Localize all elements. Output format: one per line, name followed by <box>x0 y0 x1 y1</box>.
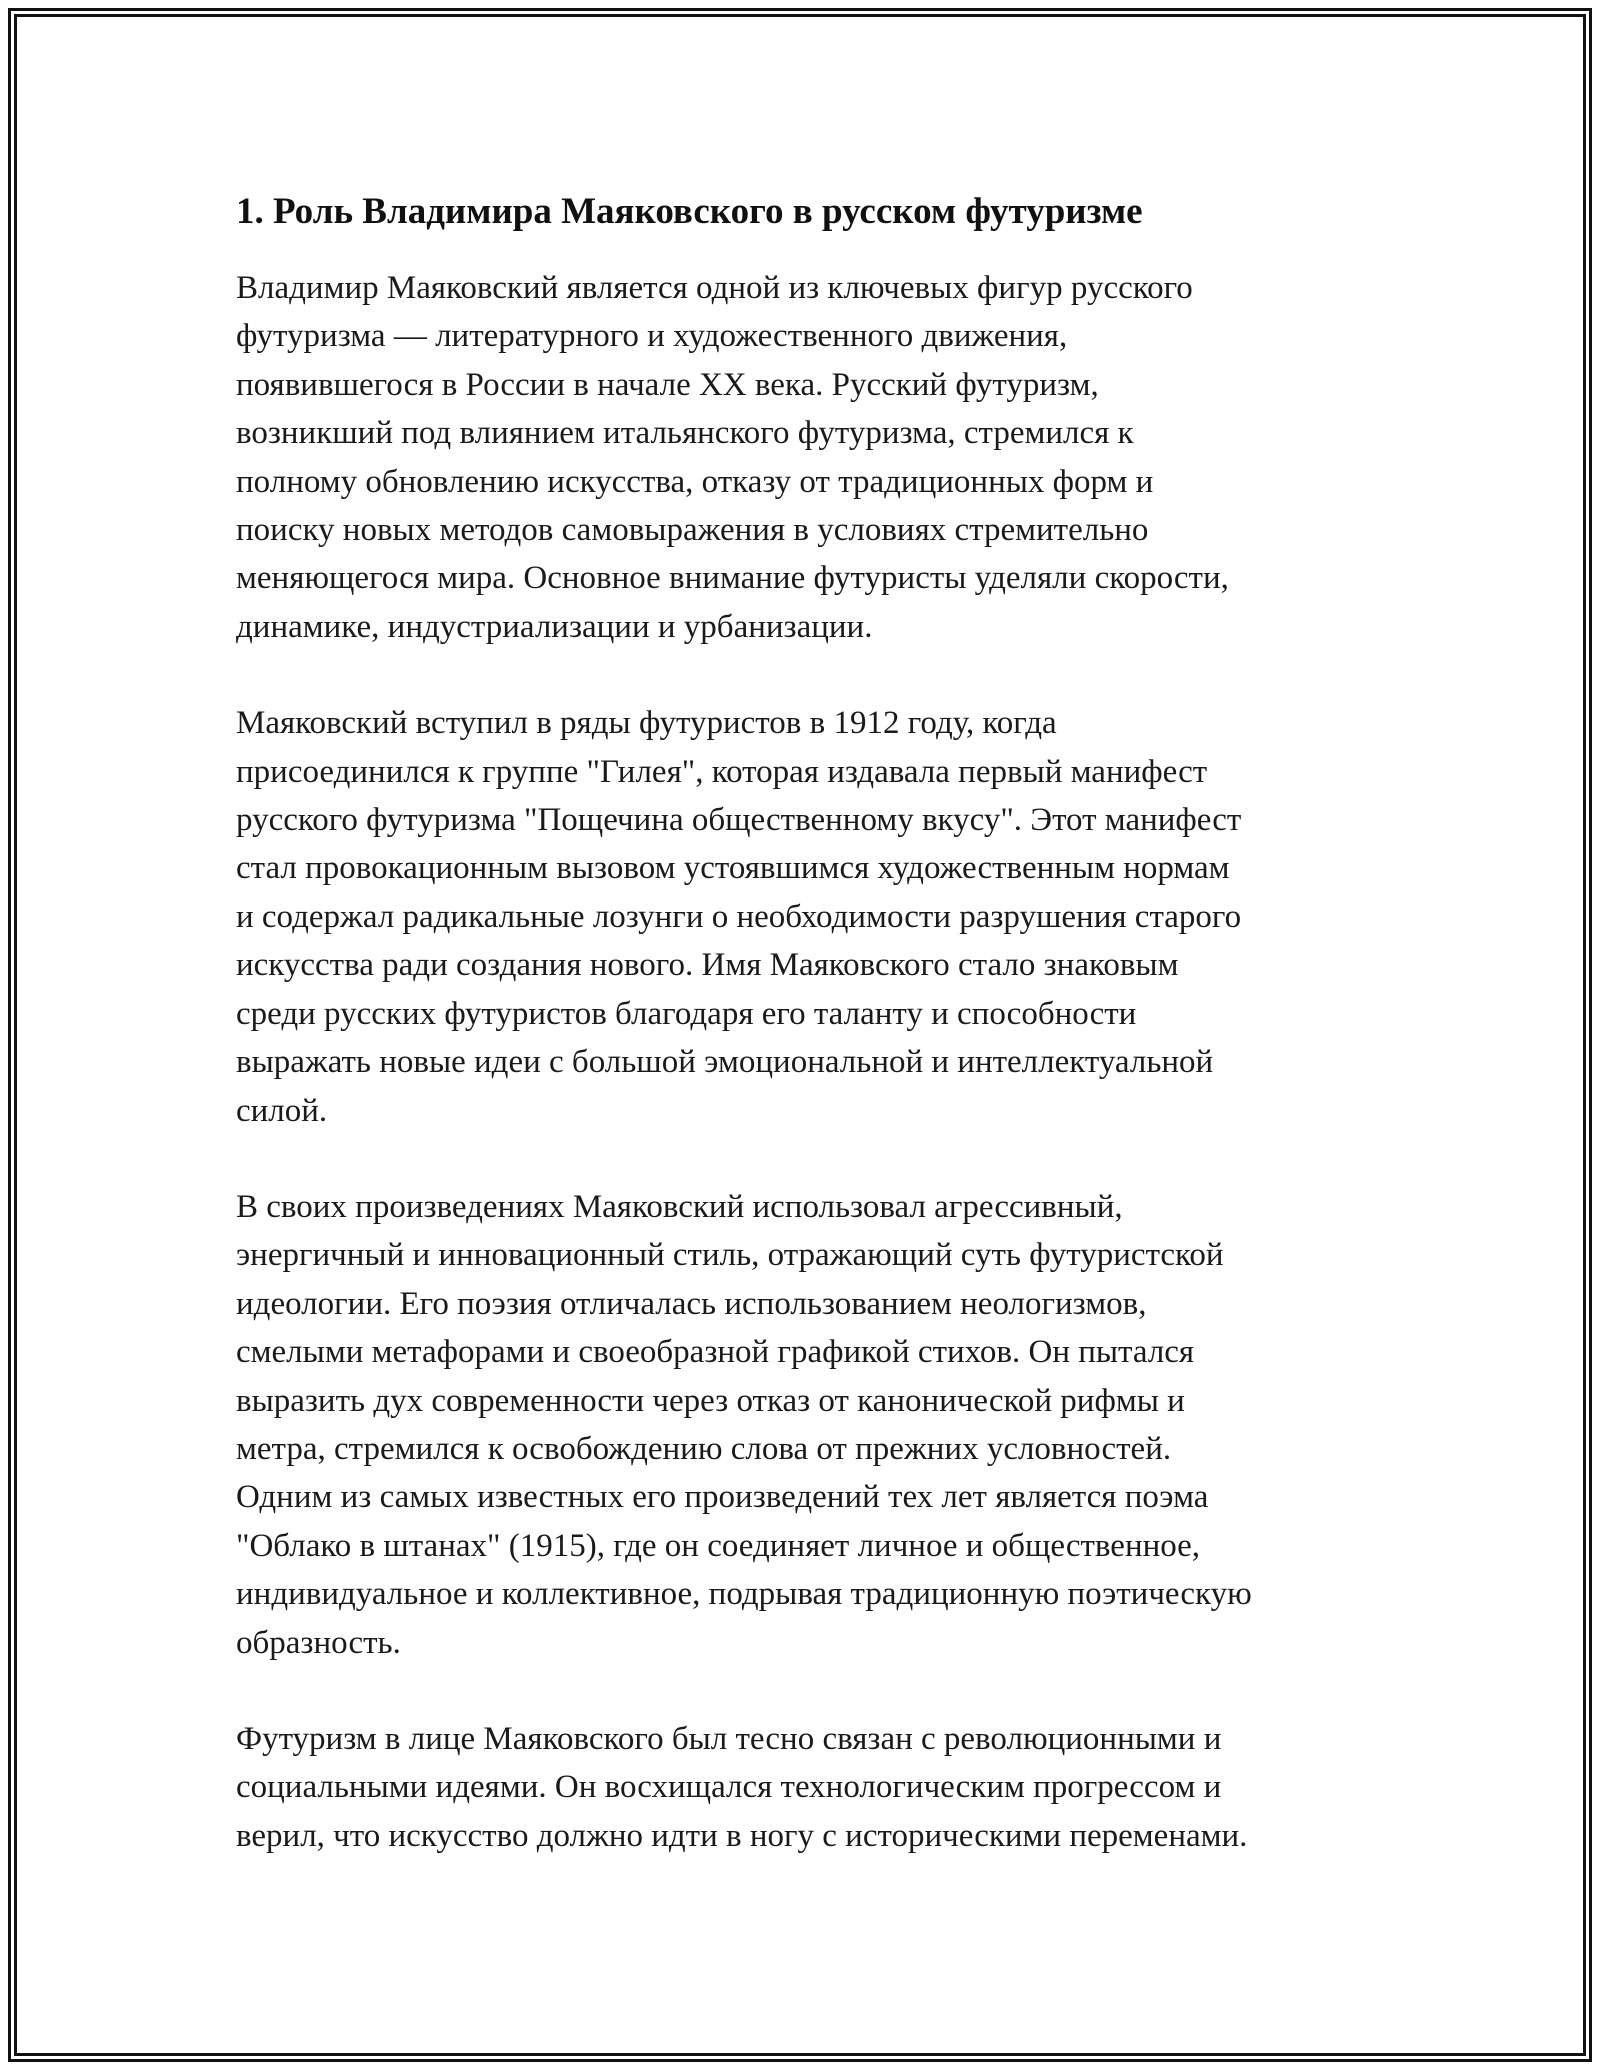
text-line: Маяковский вступил в ряды футуристов в 1912 году, когда <box>236 705 1057 742</box>
paragraph-3 <box>236 1183 1376 1667</box>
text-line: среди русских футуристов благодаря его таланту и способности <box>236 995 1137 1032</box>
text-line: силой. <box>236 1092 328 1129</box>
section-heading: 1. Роль Владимира Маяковского в русском футуризме <box>236 191 1143 232</box>
text-line: возникший под влиянием итальянского футуризма, стремился к <box>236 415 1134 452</box>
text-line: образность. <box>236 1624 401 1661</box>
text-line: динамике, индустриализации и урбанизации. <box>236 608 873 645</box>
text-line: Футуризм в лице Маяковского был тесно связан с революционными и <box>236 1720 1222 1757</box>
text-line: идеологии. Его поэзия отличалась использованием неологизмов, <box>236 1285 1147 1322</box>
text-line: появившегося в России в начале XX века. Русский футуризм, <box>236 366 1099 403</box>
text-line: социальными идеями. Он восхищался технологическим прогрессом и <box>236 1769 1222 1806</box>
text-line: выражать новые идеи с большой эмоциональной и интеллектуальной <box>236 1044 1214 1081</box>
paragraph-4 <box>236 1715 1376 1860</box>
text-line: метра, стремился к освобождению слова от прежних условностей. <box>236 1430 1172 1467</box>
text-line: выразить дух современности через отказ от канонической рифмы и <box>236 1382 1185 1419</box>
text-line: меняющегося мира. Основное внимание футуристы уделяли скорости, <box>236 560 1229 597</box>
text-line: искусства ради создания нового. Имя Маяковского стало знаковым <box>236 947 1179 984</box>
text-line: верил, что искусство должно идти в ногу с историческими переменами. <box>236 1817 1248 1854</box>
text-line: Одним из самых известных его произведений тех лет является поэма <box>236 1479 1209 1516</box>
text-line: смелыми метафорами и своеобразной графикой стихов. Он пытался <box>236 1334 1195 1371</box>
text-line: стал провокационным вызовом устоявшимся художественным нормам <box>236 850 1230 887</box>
text-line: поиску новых методов самовыражения в условиях стремительно <box>236 512 1149 549</box>
document-body <box>236 188 1376 1908</box>
text-line: футуризма — литературного и художественного движения, <box>236 318 1068 355</box>
text-line: энергичный и инновационный стиль, отражающий суть футуристской <box>236 1237 1224 1274</box>
paragraph-1 <box>236 264 1376 651</box>
text-line: В своих произведениях Маяковский использовал агрессивный, <box>236 1188 1123 1225</box>
text-line: полному обновлению искусства, отказу от традиционных форм и <box>236 463 1154 500</box>
text-line: "Облако в штанах" (1915), где он соединяет личное и общественное, <box>236 1527 1201 1564</box>
text-line: индивидуальное и коллективное, подрывая традиционную поэтическую <box>236 1576 1252 1613</box>
text-line: русского футуризма "Пощечина общественному вкусу". Этот манифест <box>236 802 1242 839</box>
text-line: присоединился к группе "Гилея", которая издавала первый манифест <box>236 753 1208 790</box>
text-line: Владимир Маяковский является одной из ключевых фигур русского <box>236 270 1193 306</box>
paragraph-2 <box>236 699 1376 1135</box>
text-line: и содержал радикальные лозунги о необходимости разрушения старого <box>236 898 1242 935</box>
